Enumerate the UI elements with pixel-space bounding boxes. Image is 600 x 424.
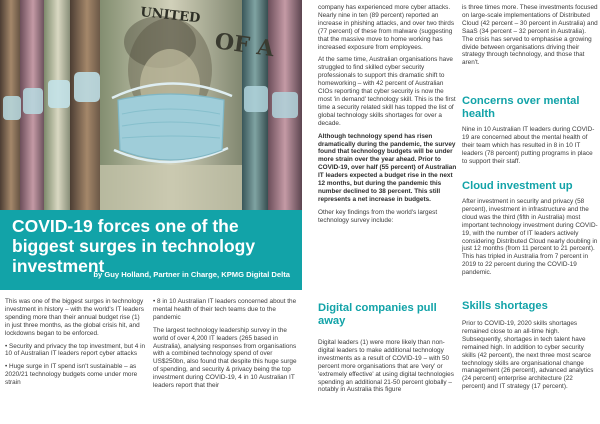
- heading-skills-shortages: Skills shortages: [462, 300, 548, 312]
- skills-shortages-paragraph: Prior to COVID-19, 2020 skills shortages remained close to an all-time high. Subsequently, shortages in tech talent have remained high. In addition to cyber security skills (42 percent), the next three most scarce technology skills are organisational change management (26 percent), advanced analytics (24 percent) enterprise architecture (22 percent) and IT strategy (17 percent).: [462, 320, 594, 391]
- bullet-security: • Security and privacy the top investment, but 4 in 10 of Australian IT leaders report cyber attacks: [5, 342, 146, 358]
- digital-leaders-paragraph: Digital leaders (1) were more likely than non-digital leaders to make additional technology investments as a result of COVID-19 – with 50 percent more organisations that are 'very' or 'extremely effective' at using digital technologies spending an additional 21-50 percent globally – notably in Australia this figure: [318, 339, 454, 394]
- banknote-text-top: UNITED: [139, 5, 201, 27]
- banknote-rolls-illustration: [0, 0, 302, 210]
- article-byline: by Guy Holland, Partner in Charge, KPMG Digital Delta: [93, 270, 290, 279]
- hero-image: [0, 0, 302, 210]
- cloud-saas-paragraph: is three times more. These investments focused on large-scale implementations of Distributed Cloud (42 percent – 30 percent in Australia) and SaaS (34 percent – 32 percent in Australia). The crisis has served to emphasise a growing divide between organisations driving their strategy through technology, and those that aren't.: [462, 4, 598, 67]
- column-3-top: [318, 4, 458, 230]
- heading-cloud-investment: Cloud investment up: [462, 180, 573, 192]
- cloud-section: [462, 198, 598, 282]
- bullet-budget: • Huge surge in IT spend isn't sustainable – as 2020/21 technology budgets come under more strain: [5, 363, 138, 387]
- mental-health-section: [462, 126, 598, 171]
- column-2: [153, 298, 297, 395]
- article-title: COVID-19 forces one of the biggest surges in technology investment: [12, 216, 256, 276]
- heading-mental-health: Concerns over mental health: [462, 95, 580, 120]
- column-3-bottom: [318, 339, 458, 399]
- intro-paragraph: This was one of the biggest surges in technology investment in history – with the world's IT leaders spending more than their annual budget rise (1) in just three months, as the global crisis hit, and lockdowns began to be enforced.: [5, 298, 144, 337]
- column-4-top: [462, 4, 598, 72]
- key-findings-intro: Other key findings from the world's largest technology survey include:: [318, 208, 438, 224]
- heading-digital-companies: Digital companies pull away: [318, 302, 437, 327]
- mental-health-paragraph: Nine in 10 Australian IT leaders during COVID-19 are concerned about the mental health of their team which has resulted in 8 in 10 IT leaders (78 percent) putting programs in place to support their staff.: [462, 126, 595, 165]
- banknote-text-side: OF A: [213, 28, 276, 63]
- bullet-mental-health: • 8 in 10 Australian IT leaders concerned about the mental health of their tech teams due to the pandemic: [153, 298, 297, 321]
- cyber-attacks-paragraph: company has experienced more cyber attacks. Nearly nine in ten (89 percent) reported an increase in phishing attacks, and over two thirds (77 percent) of these from malware (suggesting that the massive move to home working has increased exposure from employees.: [318, 4, 455, 51]
- budget-strain-paragraph: Although technology spend has risen dramatically during the pandemic, the survey found that technology budgets will be under more strain over the year ahead. Prior to COVID-19, over half (55 percent) of Australian IT leaders expected a budget rise in the next 12 months, but during the pandemic this number declined to 38 percent. This still represents a net increase in budgets.: [318, 132, 457, 203]
- column-1: [5, 298, 146, 392]
- cloud-investment-paragraph: After investment in security and privacy (58 percent), investment in infrastructure and the cloud was the third (fifth in Australia) most important technology investment during COVID-19, with the number of IT leaders actively considering Distributed Cloud nearly doubling in just 12 months (from 11 percent to 21 percent). This has tripled in Australia from 7 percent in 2019 to 22 percent during the COVID-19 pandemic.: [462, 198, 598, 277]
- cyber-skills-paragraph: At the same time, Australian organisations have struggled to find skilled cyber security professionals to support this dramatic shift to homeworking – with 42 percent of Australian CIOs reporting that cyber security is now the most 'in demand' technology skill. This is the first time a security related skill has topped the list of global technology skills shortages for over a decade.: [318, 56, 456, 127]
- skills-section: [462, 320, 598, 396]
- survey-paragraph: The largest technology leadership survey in the world of over 4,200 IT leaders (265 based in Australia), analysing responses from organisations with a combined technology spend of over US$250bn, also found that despite this huge surge of spending, and security & privacy being the top investment during COVID-19, 4 in 10 Australian IT leaders report that their: [153, 326, 297, 390]
